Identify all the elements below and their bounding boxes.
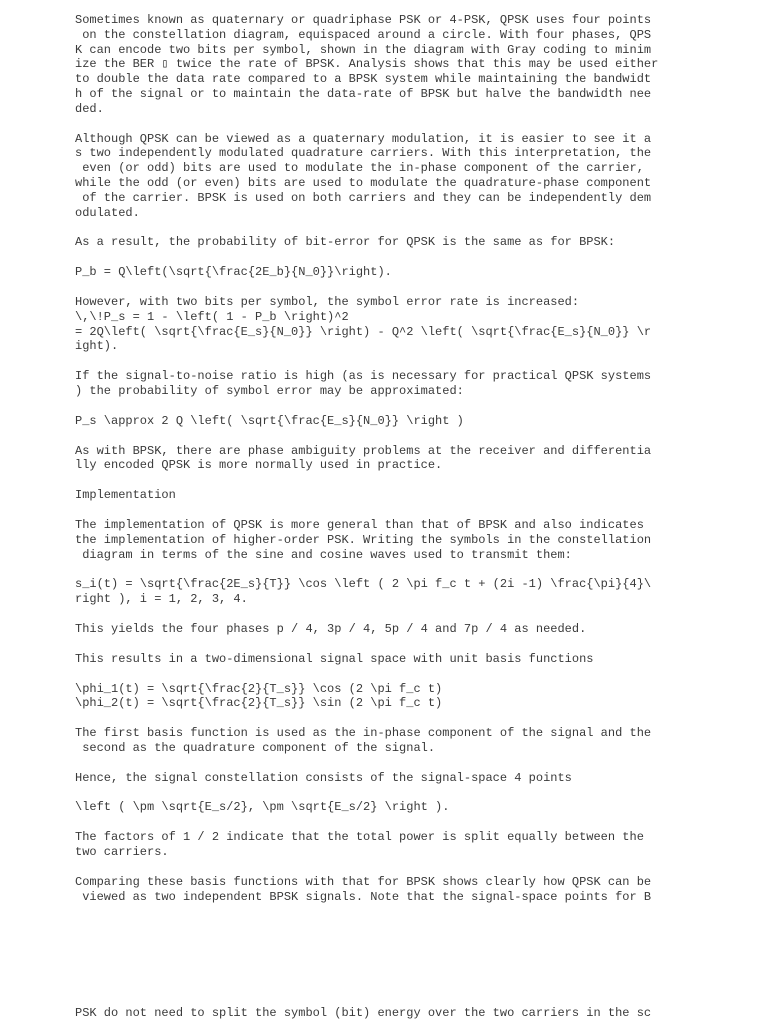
text-line: odulated.: [75, 205, 140, 220]
text-line: Comparing these basis functions with that for BPSK shows clearly how QPSK can be: [75, 874, 652, 889]
paragraph-symbol-error: [75, 295, 695, 354]
text-line: This results in a two-dimensional signal space with unit basis functions: [75, 651, 594, 666]
formula-line: P_b = Q\left(\sqrt{\frac{2E_b}{N_0}}\right).: [75, 265, 392, 280]
text-line: Although QPSK can be viewed as a quaternary modulation, it is easier to see it a: [75, 131, 652, 146]
text-line: of the carrier. BPSK is used on both carriers and they can be independently dem: [75, 190, 652, 205]
formula-line: \phi_2(t) = \sqrt{\frac{2}{T_s}} \sin (2 \pi f_c t): [75, 696, 443, 711]
formula-basis-functions: [75, 682, 695, 712]
text-line: However, with two bits per symbol, the symbol error rate is increased:: [75, 294, 580, 309]
text-line: The implementation of QPSK is more general than that of BPSK and also indicates: [75, 517, 644, 532]
formula-bit-error: [75, 265, 695, 280]
text-line: This yields the four phases p / 4, 3p / 4, 5p / 4 and 7p / 4 as needed.: [75, 621, 587, 636]
paragraph-snr: [75, 369, 695, 399]
formula-line: \left ( \pm \sqrt{E_s/2}, \pm \sqrt{E_s/2} \right ).: [75, 800, 450, 815]
text-line: second as the quadrature component of the signal.: [75, 740, 436, 755]
formula-constellation-points: [75, 800, 695, 815]
text-line: diagram in terms of the sine and cosine waves used to transmit them:: [75, 547, 572, 562]
formula-line: right ), i = 1, 2, 3, 4.: [75, 592, 248, 607]
text-line: Sometimes known as quaternary or quadriphase PSK or 4-PSK, QPSK uses four points: [75, 13, 652, 27]
paragraph-signal-space: [75, 652, 695, 667]
text-line: K can encode two bits per symbol, shown in the diagram with Gray coding to minim: [75, 42, 652, 57]
formula-symbol-error-approx: [75, 414, 695, 429]
text-line: lly encoded QPSK is more normally used in practice.: [75, 458, 443, 473]
formula-line: \phi_1(t) = \sqrt{\frac{2}{T_s}} \cos (2 \pi f_c t): [75, 681, 443, 696]
paragraph-basis-usage: [75, 726, 695, 756]
paragraph-quadrature: [75, 132, 695, 221]
text-line: Hence, the signal constellation consists of the signal-space 4 points: [75, 770, 572, 785]
formula-symbol-waveform: [75, 577, 695, 607]
formula-line: P_s \approx 2 Q \left( \sqrt{\frac{E_s}{N_0}} \right ): [75, 413, 464, 428]
text-line: the implementation of higher-order PSK. Writing the symbols in the constellation: [75, 532, 652, 547]
page-continuation-line: PSK do not need to split the symbol (bit) energy over the two carriers in the sc: [75, 1006, 652, 1020]
paragraph-implementation: [75, 518, 695, 562]
document-body: [75, 13, 695, 919]
formula-line: = 2Q\left( \sqrt{\frac{E_s}{N_0}} \right) - Q^2 \left( \sqrt{\frac{E_s}{N_0}} \r: [75, 324, 652, 339]
paragraph-four-phases: [75, 622, 695, 637]
section-heading-implementation: [75, 488, 695, 503]
paragraph-bit-error-intro: [75, 235, 695, 250]
paragraph-power-split: [75, 830, 695, 860]
text-line: s two independently modulated quadrature carriers. With this interpretation, the: [75, 146, 652, 161]
paragraph-constellation: [75, 771, 695, 786]
text-line: The factors of 1 / 2 indicate that the total power is split equally between the: [75, 830, 644, 845]
text-line: while the odd (or even) bits are used to modulate the quadrature-phase component: [75, 175, 652, 190]
formula-line: \,\!P_s = 1 - \left( 1 - P_b \right)^2: [75, 309, 349, 324]
paragraph-phase-ambiguity: [75, 444, 695, 474]
paragraph-intro: [75, 13, 695, 117]
text-line: ) the probability of symbol error may be approximated:: [75, 383, 464, 398]
text-line: The first basis function is used as the in-phase component of the signal and the: [75, 726, 652, 741]
paragraph-comparison: [75, 875, 695, 905]
text-line: ded.: [75, 101, 104, 116]
text-line: ize the BER ▯ twice the rate of BPSK. Analysis shows that this may be used either: [75, 57, 659, 72]
text-line: to double the data rate compared to a BPSK system while maintaining the bandwidt: [75, 72, 652, 87]
text-line: As a result, the probability of bit-error for QPSK is the same as for BPSK:: [75, 235, 616, 250]
text-line: on the constellation diagram, equispaced around a circle. With four phases, QPS: [75, 27, 652, 42]
heading-line: Implementation: [75, 488, 176, 503]
formula-line: s_i(t) = \sqrt{\frac{2E_s}{T}} \cos \left ( 2 \pi f_c t + (2i -1) \frac{\pi}{4}\: [75, 577, 652, 592]
formula-line: ight).: [75, 339, 119, 354]
text-line: As with BPSK, there are phase ambiguity problems at the receiver and differentia: [75, 443, 652, 458]
text-line: viewed as two independent BPSK signals. Note that the signal-space points for B: [75, 889, 652, 904]
text-line: two carriers.: [75, 845, 169, 860]
text-line: even (or odd) bits are used to modulate the in-phase component of the carrier,: [75, 161, 644, 176]
text-line: h of the signal or to maintain the data-rate of BPSK but halve the bandwidth nee: [75, 86, 652, 101]
text-line: If the signal-to-noise ratio is high (as is necessary for practical QPSK systems: [75, 369, 652, 384]
